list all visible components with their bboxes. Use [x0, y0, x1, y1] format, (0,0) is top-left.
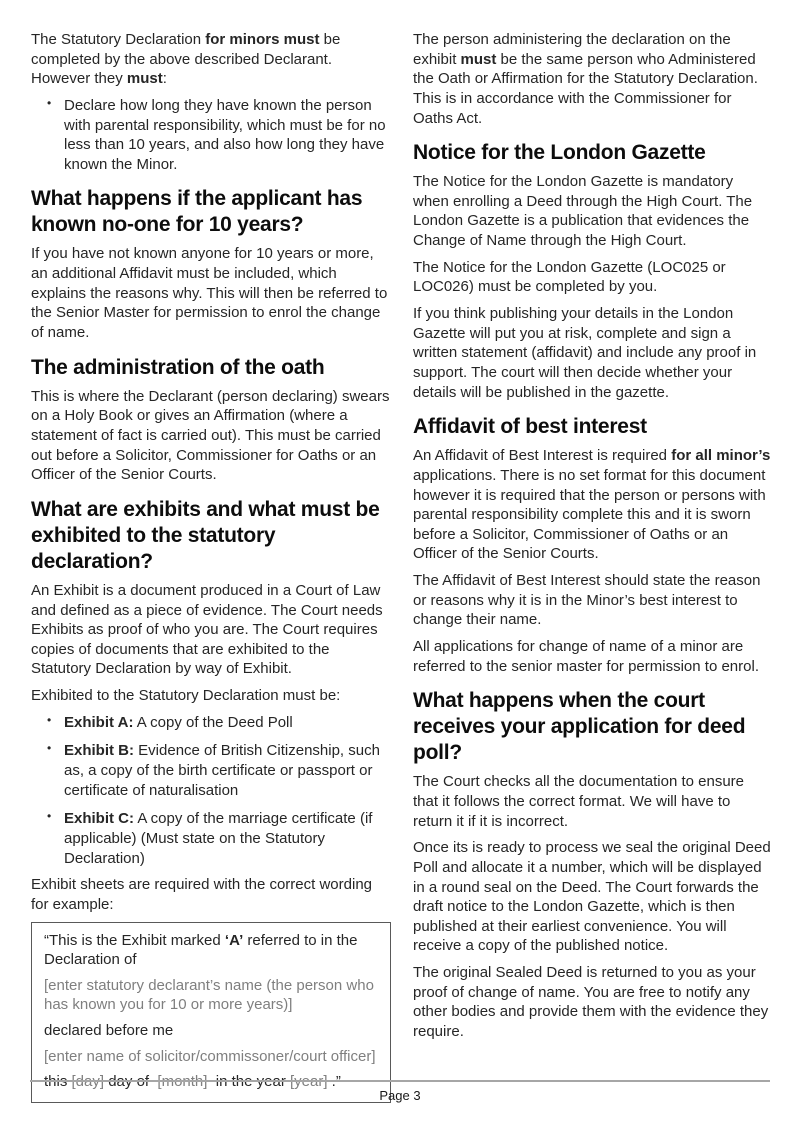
paragraph — [413, 30, 773, 128]
bullet-icon: • — [47, 95, 52, 110]
paragraph — [413, 838, 773, 956]
paragraph — [413, 304, 773, 402]
footer-divider — [30, 1080, 770, 1082]
text-segment: The person administering the declaration on the exhibit — [413, 31, 731, 68]
section-heading: What happens when the court receives your application for deed poll? — [413, 689, 746, 765]
example-wording-box — [31, 922, 391, 1103]
text-segment: : — [162, 70, 167, 88]
bullet-icon: • — [47, 712, 52, 727]
text-segment: The Notice for the London Gazette is mandatory when enrolling a Deed through the High Court. The London Gazette is a publication that evidences the Change of Name through the High Court. — [413, 173, 753, 250]
section-heading: What happens if the applicant has known no-one for 10 years? — [31, 187, 363, 237]
bullet-item — [47, 95, 391, 175]
text-segment: Declare how long they have known the person with parental responsibility, which must be for no less than 10 years, and also how long they have known the Minor. — [64, 96, 386, 173]
bullet-item — [47, 741, 391, 800]
text-segment: must — [126, 70, 163, 88]
text-segment: The original Sealed Deed is returned to you as your proof of change of name. You are free to notify any other bodies and provide them with the evidence they require. — [413, 964, 769, 1040]
section-heading: Affidavit of best interest — [413, 415, 647, 439]
content-column-right — [413, 30, 773, 1103]
text-segment: for minors must — [205, 31, 320, 48]
paragraph — [413, 446, 773, 564]
bullet-icon: • — [47, 741, 52, 756]
text-segment: declared before me — [44, 1022, 174, 1040]
example-line — [44, 931, 378, 970]
text-segment: An Exhibit is a document produced in a Court of Law and defined as a piece of evidence. The Court needs Exhibits as proof of who you are. The Court requires copies of documents that are exhibited to the Statutory Declaration by way of Exhibit. — [31, 581, 383, 678]
text-segment: referred to in the Declaration of — [44, 931, 358, 969]
paragraph — [31, 387, 391, 485]
text-segment: A copy of the marriage certificate (if applicable) (Must state on the Statutory Declaration) — [64, 810, 373, 867]
page-number: Page 3 — [379, 1088, 421, 1103]
section-heading: Notice for the London Gazette — [413, 141, 706, 165]
text-segment: must — [460, 50, 497, 68]
example-line — [44, 976, 378, 1015]
paragraph — [31, 30, 391, 89]
text-segment: The Court checks all the documentation to ensure that it follows the correct format. We will have to return it if it is incorrect. — [413, 773, 745, 830]
text-segment: A copy of the Deed Poll — [133, 713, 293, 731]
paragraph — [31, 686, 391, 706]
text-segment: This is where the Declarant (person declaring) swears on a Holy Book or gives an Affirmation (where a statement of fact is carried out). This must be carried out before a Solicitor, Commissioner for Oaths or an Officer of the Senior Courts. — [31, 387, 390, 484]
text-segment: Exhibited to the Statutory Declaration must be: — [31, 687, 341, 705]
section-heading: What are exhibits and what must be exhibited to the statutory declaration? — [31, 497, 380, 573]
text-segment: Exhibit C: — [64, 810, 134, 828]
paragraph — [413, 172, 773, 251]
paragraph — [413, 772, 773, 831]
content-column-left — [31, 30, 391, 1103]
text-segment: “This is the Exhibit marked — [44, 931, 225, 949]
text-segment: [enter name of solicitor/commissoner/court officer] — [44, 1047, 376, 1065]
content-columns — [31, 30, 773, 1103]
text-segment: applications. There is no set format for this document however it is required that the person or persons with parental responsibility complete this and it is sworn before a Solicitor, Commissioner of Oaths or an Officer of the Senior Courts. — [413, 466, 766, 563]
paragraph — [31, 244, 391, 342]
paragraph — [31, 581, 391, 679]
paragraph — [31, 875, 391, 914]
text-segment: for all minor’s — [671, 447, 771, 465]
text-segment: [enter statutory declarant’s name (the person who has known you for 10 or more years)] — [44, 976, 374, 1014]
text-segment: Exhibit A: — [64, 713, 134, 731]
paragraph — [413, 637, 773, 676]
bullet-item — [47, 809, 391, 868]
bullet-list — [31, 96, 391, 175]
paragraph — [413, 571, 773, 630]
text-segment: be completed by the above described Declarant. However they — [31, 31, 341, 88]
text-segment: Exhibit sheets are required with the correct wording for example: — [31, 876, 373, 913]
text-segment: The Notice for the London Gazette (LOC025 or LOC026) must be completed by you. — [413, 258, 726, 296]
example-line — [44, 1021, 378, 1041]
text-segment: An Affidavit of Best Interest is required — [413, 447, 672, 465]
bullet-icon: • — [47, 809, 52, 824]
example-line — [44, 1047, 378, 1067]
text-segment: ‘A’ — [224, 931, 244, 949]
bullet-item — [47, 712, 391, 733]
text-segment: If you think publishing your details in the London Gazette will put you at risk, complete and sign a written statement (affidavit) and include any proof in support. The court will then decide whether your details will be published in the gazette. — [413, 305, 757, 401]
bullet-list — [31, 713, 391, 868]
text-segment: The Affidavit of Best Interest should state the reason or reasons why it is in the Minor’s best interest to change their name. — [413, 572, 761, 629]
text-segment: Exhibit B: — [64, 742, 134, 760]
text-segment: All applications for change of name of a minor are referred to the senior master for permission to enrol. — [413, 638, 759, 675]
paragraph — [413, 258, 773, 297]
text-segment: The Statutory Declaration — [31, 31, 206, 48]
text-segment: Evidence of British Citizenship, such as, a copy of the birth certificate or passport or certificate of naturalisation — [64, 742, 380, 799]
section-heading: The administration of the oath — [31, 355, 325, 379]
text-segment: Once its is ready to process we seal the original Deed Poll and allocate it a number, which will be displayed in a round seal on the Deed. The Court forwards the draft notice to the London Gazette, which is then published at their earliest convenience. You will receive a copy of the published notice. — [413, 839, 771, 955]
text-segment: be the same person who Administered the Oath or Affirmation for the Statutory Declaration. This is in accordance with the Commissioner for Oaths Act. — [413, 50, 758, 127]
text-segment: If you have not known anyone for 10 years or more, an additional Affidavit must be included, which explains the reasons why. This will then be referred to the Senior Master for permission to enrol the change of name. — [31, 245, 388, 342]
paragraph — [413, 963, 773, 1042]
